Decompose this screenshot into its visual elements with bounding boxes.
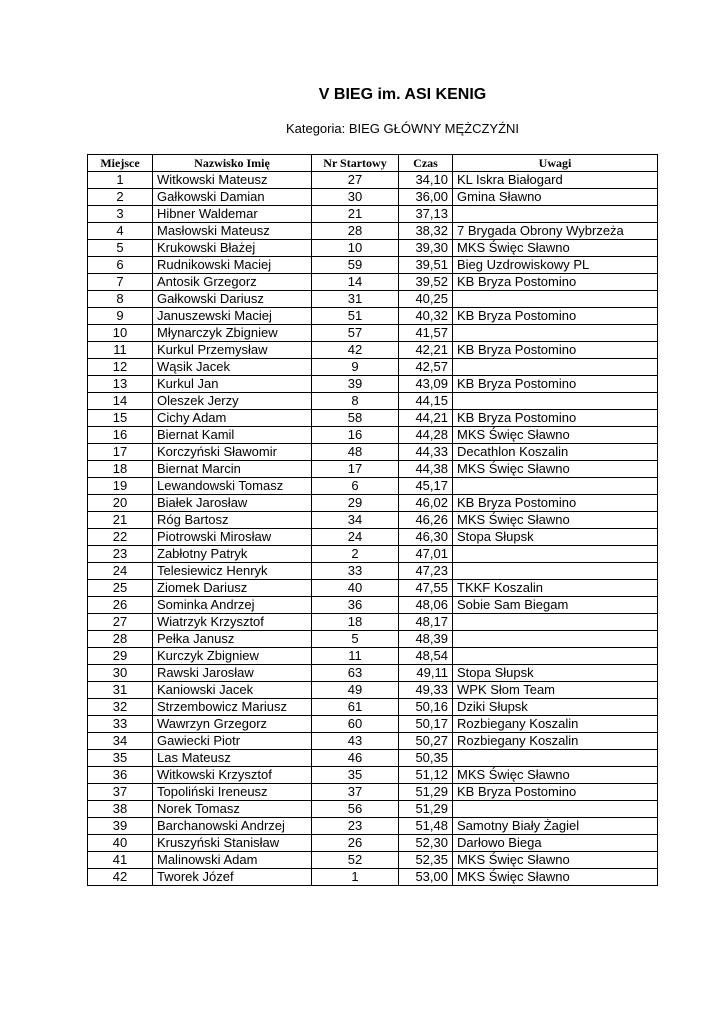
cell-place: 34 [88, 733, 153, 750]
cell-place: 21 [88, 512, 153, 529]
cell-place: 17 [88, 444, 153, 461]
cell-time: 49,11 [399, 665, 453, 682]
cell-place: 9 [88, 308, 153, 325]
cell-notes [453, 563, 658, 580]
cell-time: 37,13 [399, 206, 453, 223]
cell-time: 39,51 [399, 257, 453, 274]
table-row [88, 631, 658, 648]
cell-place: 35 [88, 750, 153, 767]
cell-bib-number: 30 [312, 189, 399, 206]
table-row [88, 835, 658, 852]
table-row [88, 189, 658, 206]
header-name: Nazwisko Imię [153, 155, 312, 172]
cell-name: Wawrzyn Grzegorz [153, 716, 312, 733]
cell-bib-number: 8 [312, 393, 399, 410]
cell-time: 47,23 [399, 563, 453, 580]
cell-place: 10 [88, 325, 153, 342]
cell-bib-number: 49 [312, 682, 399, 699]
cell-time: 51,48 [399, 818, 453, 835]
cell-bib-number: 29 [312, 495, 399, 512]
cell-notes: KB Bryza Postomino [453, 274, 658, 291]
table-row [88, 393, 658, 410]
cell-notes: Sobie Sam Biegam [453, 597, 658, 614]
cell-place: 30 [88, 665, 153, 682]
table-row [88, 240, 658, 257]
table-row [88, 818, 658, 835]
table-row [88, 274, 658, 291]
cell-time: 48,54 [399, 648, 453, 665]
cell-name: Biernat Kamil [153, 427, 312, 444]
cell-bib-number: 61 [312, 699, 399, 716]
cell-time: 44,21 [399, 410, 453, 427]
cell-place: 28 [88, 631, 153, 648]
cell-name: Kaniowski Jacek [153, 682, 312, 699]
table-row [88, 427, 658, 444]
cell-time: 43,09 [399, 376, 453, 393]
cell-name: Zabłotny Patryk [153, 546, 312, 563]
cell-name: Krukowski Błażej [153, 240, 312, 257]
cell-notes: Decathlon Koszalin [453, 444, 658, 461]
cell-bib-number: 26 [312, 835, 399, 852]
cell-bib-number: 5 [312, 631, 399, 648]
table-row [88, 342, 658, 359]
cell-notes: MKS Święc Sławno [453, 427, 658, 444]
cell-notes [453, 393, 658, 410]
cell-notes [453, 478, 658, 495]
cell-place: 33 [88, 716, 153, 733]
cell-place: 40 [88, 835, 153, 852]
cell-name: Telesiewicz Henryk [153, 563, 312, 580]
cell-bib-number: 24 [312, 529, 399, 546]
cell-bib-number: 10 [312, 240, 399, 257]
cell-time: 36,00 [399, 189, 453, 206]
cell-time: 46,26 [399, 512, 453, 529]
cell-notes: KB Bryza Postomino [453, 342, 658, 359]
header-time: Czas [399, 155, 453, 172]
cell-name: Gałkowski Dariusz [153, 291, 312, 308]
cell-place: 1 [88, 172, 153, 189]
cell-place: 6 [88, 257, 153, 274]
cell-name: Cichy Adam [153, 410, 312, 427]
cell-bib-number: 27 [312, 172, 399, 189]
cell-name: Kurkul Przemysław [153, 342, 312, 359]
cell-place: 42 [88, 869, 153, 886]
cell-name: Witkowski Krzysztof [153, 767, 312, 784]
cell-bib-number: 2 [312, 546, 399, 563]
cell-notes [453, 359, 658, 376]
cell-place: 36 [88, 767, 153, 784]
cell-notes: KB Bryza Postomino [453, 376, 658, 393]
cell-notes: KB Bryza Postomino [453, 784, 658, 801]
cell-time: 50,35 [399, 750, 453, 767]
cell-name: Tworek Józef [153, 869, 312, 886]
table-row [88, 359, 658, 376]
table-row [88, 869, 658, 886]
cell-name: Oleszek Jerzy [153, 393, 312, 410]
table-row [88, 495, 658, 512]
cell-bib-number: 57 [312, 325, 399, 342]
cell-place: 3 [88, 206, 153, 223]
cell-notes [453, 546, 658, 563]
cell-place: 16 [88, 427, 153, 444]
cell-time: 41,57 [399, 325, 453, 342]
cell-place: 24 [88, 563, 153, 580]
table-row [88, 801, 658, 818]
cell-place: 7 [88, 274, 153, 291]
cell-bib-number: 28 [312, 223, 399, 240]
cell-time: 46,02 [399, 495, 453, 512]
cell-notes: MKS Święc Sławno [453, 512, 658, 529]
header-place: Miejsce [88, 155, 153, 172]
cell-time: 49,33 [399, 682, 453, 699]
cell-place: 32 [88, 699, 153, 716]
cell-notes [453, 801, 658, 818]
cell-time: 51,12 [399, 767, 453, 784]
cell-place: 2 [88, 189, 153, 206]
cell-notes: Rozbiegany Koszalin [453, 733, 658, 750]
cell-time: 50,16 [399, 699, 453, 716]
results-table [87, 154, 658, 886]
cell-time: 48,06 [399, 597, 453, 614]
cell-bib-number: 63 [312, 665, 399, 682]
table-row [88, 206, 658, 223]
cell-bib-number: 18 [312, 614, 399, 631]
cell-place: 25 [88, 580, 153, 597]
cell-name: Masłowski Mateusz [153, 223, 312, 240]
cell-name: Rudnikowski Maciej [153, 257, 312, 274]
cell-notes: MKS Święc Sławno [453, 240, 658, 257]
cell-notes: Stopa Słupsk [453, 529, 658, 546]
cell-place: 13 [88, 376, 153, 393]
cell-bib-number: 31 [312, 291, 399, 308]
cell-name: Witkowski Mateusz [153, 172, 312, 189]
cell-time: 51,29 [399, 784, 453, 801]
cell-notes: KL Iskra Białogard [453, 172, 658, 189]
cell-notes [453, 614, 658, 631]
cell-name: Ziomek Dariusz [153, 580, 312, 597]
cell-name: Kurkul Jan [153, 376, 312, 393]
cell-time: 44,28 [399, 427, 453, 444]
cell-name: Piotrowski Mirosław [153, 529, 312, 546]
table-row [88, 852, 658, 869]
cell-name: Norek Tomasz [153, 801, 312, 818]
cell-place: 41 [88, 852, 153, 869]
cell-time: 42,21 [399, 342, 453, 359]
cell-notes: TKKF Koszalin [453, 580, 658, 597]
cell-bib-number: 39 [312, 376, 399, 393]
cell-bib-number: 9 [312, 359, 399, 376]
cell-notes: Rozbiegany Koszalin [453, 716, 658, 733]
cell-bib-number: 48 [312, 444, 399, 461]
cell-bib-number: 40 [312, 580, 399, 597]
cell-place: 39 [88, 818, 153, 835]
cell-bib-number: 21 [312, 206, 399, 223]
cell-time: 51,29 [399, 801, 453, 818]
cell-time: 40,32 [399, 308, 453, 325]
cell-name: Rawski Jarosław [153, 665, 312, 682]
cell-notes: Bieg Uzdrowiskowy PL [453, 257, 658, 274]
cell-place: 11 [88, 342, 153, 359]
table-row [88, 563, 658, 580]
cell-time: 39,30 [399, 240, 453, 257]
cell-bib-number: 59 [312, 257, 399, 274]
cell-name: Pełka Janusz [153, 631, 312, 648]
cell-time: 48,17 [399, 614, 453, 631]
results-table-header [88, 155, 658, 172]
cell-notes: Samotny Biały Żagiel [453, 818, 658, 835]
cell-place: 37 [88, 784, 153, 801]
cell-bib-number: 6 [312, 478, 399, 495]
cell-name: Gawiecki Piotr [153, 733, 312, 750]
cell-notes [453, 325, 658, 342]
cell-bib-number: 43 [312, 733, 399, 750]
cell-notes: MKS Święc Sławno [453, 852, 658, 869]
table-row [88, 784, 658, 801]
category-subtitle: Kategoria: BIEG GŁÓWNY MĘŻCZYŹNI [285, 121, 520, 136]
cell-time: 44,15 [399, 393, 453, 410]
cell-name: Antosik Grzegorz [153, 274, 312, 291]
cell-bib-number: 56 [312, 801, 399, 818]
cell-bib-number: 23 [312, 818, 399, 835]
cell-time: 53,00 [399, 869, 453, 886]
cell-time: 44,33 [399, 444, 453, 461]
table-row [88, 308, 658, 325]
cell-bib-number: 51 [312, 308, 399, 325]
cell-name: Strzembowicz Mariusz [153, 699, 312, 716]
cell-place: 15 [88, 410, 153, 427]
cell-name: Wiatrzyk Krzysztof [153, 614, 312, 631]
cell-time: 39,52 [399, 274, 453, 291]
cell-name: Hibner Waldemar [153, 206, 312, 223]
cell-notes: Dziki Słupsk [453, 699, 658, 716]
cell-notes: Darłowo Biega [453, 835, 658, 852]
cell-notes: KB Bryza Postomino [453, 410, 658, 427]
cell-place: 23 [88, 546, 153, 563]
cell-name: Malinowski Adam [153, 852, 312, 869]
cell-name: Młynarczyk Zbigniew [153, 325, 312, 342]
table-row [88, 223, 658, 240]
table-row [88, 376, 658, 393]
cell-bib-number: 60 [312, 716, 399, 733]
table-row [88, 580, 658, 597]
cell-time: 48,39 [399, 631, 453, 648]
cell-time: 45,17 [399, 478, 453, 495]
cell-notes: MKS Święc Sławno [453, 461, 658, 478]
cell-name: Januszewski Maciej [153, 308, 312, 325]
table-row [88, 478, 658, 495]
cell-notes: WPK Słom Team [453, 682, 658, 699]
cell-place: 14 [88, 393, 153, 410]
cell-name: Barchanowski Andrzej [153, 818, 312, 835]
cell-bib-number: 16 [312, 427, 399, 444]
cell-time: 50,27 [399, 733, 453, 750]
table-row [88, 291, 658, 308]
cell-notes [453, 750, 658, 767]
cell-notes: 7 Brygada Obrony Wybrzeża [453, 223, 658, 240]
cell-time: 40,25 [399, 291, 453, 308]
table-row [88, 648, 658, 665]
cell-place: 20 [88, 495, 153, 512]
cell-notes: MKS Święc Sławno [453, 767, 658, 784]
table-row [88, 597, 658, 614]
cell-notes: Gmina Sławno [453, 189, 658, 206]
cell-name: Korczyński Sławomir [153, 444, 312, 461]
cell-name: Sominka Andrzej [153, 597, 312, 614]
header-bib-number: Nr Startowy [312, 155, 399, 172]
cell-place: 22 [88, 529, 153, 546]
cell-time: 42,57 [399, 359, 453, 376]
cell-name: Topoliński Ireneusz [153, 784, 312, 801]
table-row [88, 325, 658, 342]
cell-bib-number: 17 [312, 461, 399, 478]
cell-time: 46,30 [399, 529, 453, 546]
cell-bib-number: 36 [312, 597, 399, 614]
cell-notes: KB Bryza Postomino [453, 308, 658, 325]
cell-bib-number: 1 [312, 869, 399, 886]
table-row [88, 257, 658, 274]
cell-bib-number: 14 [312, 274, 399, 291]
cell-name: Biernat Marcin [153, 461, 312, 478]
cell-place: 19 [88, 478, 153, 495]
cell-place: 8 [88, 291, 153, 308]
cell-place: 31 [88, 682, 153, 699]
header-notes: Uwagi [453, 155, 658, 172]
table-row [88, 699, 658, 716]
cell-name: Kruszyński Stanisław [153, 835, 312, 852]
cell-notes: KB Bryza Postomino [453, 495, 658, 512]
cell-name: Las Mateusz [153, 750, 312, 767]
cell-time: 50,17 [399, 716, 453, 733]
cell-place: 4 [88, 223, 153, 240]
cell-notes: MKS Święc Sławno [453, 869, 658, 886]
cell-bib-number: 42 [312, 342, 399, 359]
cell-bib-number: 34 [312, 512, 399, 529]
cell-bib-number: 11 [312, 648, 399, 665]
table-row [88, 665, 658, 682]
table-row [88, 614, 658, 631]
cell-name: Róg Bartosz [153, 512, 312, 529]
table-row [88, 682, 658, 699]
cell-notes [453, 631, 658, 648]
results-table-body [88, 172, 658, 886]
cell-time: 34,10 [399, 172, 453, 189]
cell-notes [453, 648, 658, 665]
cell-bib-number: 58 [312, 410, 399, 427]
table-row [88, 461, 658, 478]
table-row [88, 767, 658, 784]
cell-time: 38,32 [399, 223, 453, 240]
cell-time: 52,35 [399, 852, 453, 869]
table-row [88, 172, 658, 189]
table-row [88, 529, 658, 546]
header-row [88, 155, 658, 172]
table-row [88, 733, 658, 750]
cell-place: 38 [88, 801, 153, 818]
table-row [88, 716, 658, 733]
cell-name: Lewandowski Tomasz [153, 478, 312, 495]
cell-place: 18 [88, 461, 153, 478]
cell-place: 26 [88, 597, 153, 614]
cell-bib-number: 37 [312, 784, 399, 801]
cell-bib-number: 52 [312, 852, 399, 869]
cell-place: 29 [88, 648, 153, 665]
document-title: V BIEG im. ASI KENIG [318, 86, 487, 103]
cell-name: Białek Jarosław [153, 495, 312, 512]
cell-bib-number: 33 [312, 563, 399, 580]
cell-bib-number: 35 [312, 767, 399, 784]
table-row [88, 512, 658, 529]
cell-name: Gałkowski Damian [153, 189, 312, 206]
table-row [88, 444, 658, 461]
cell-name: Kurczyk Zbigniew [153, 648, 312, 665]
cell-place: 27 [88, 614, 153, 631]
cell-notes: Stopa Słupsk [453, 665, 658, 682]
cell-name: Wąsik Jacek [153, 359, 312, 376]
cell-place: 5 [88, 240, 153, 257]
cell-notes [453, 291, 658, 308]
cell-time: 47,01 [399, 546, 453, 563]
cell-bib-number: 46 [312, 750, 399, 767]
cell-time: 44,38 [399, 461, 453, 478]
cell-place: 12 [88, 359, 153, 376]
table-row [88, 750, 658, 767]
cell-notes [453, 206, 658, 223]
table-row [88, 410, 658, 427]
cell-time: 47,55 [399, 580, 453, 597]
table-row [88, 546, 658, 563]
cell-time: 52,30 [399, 835, 453, 852]
